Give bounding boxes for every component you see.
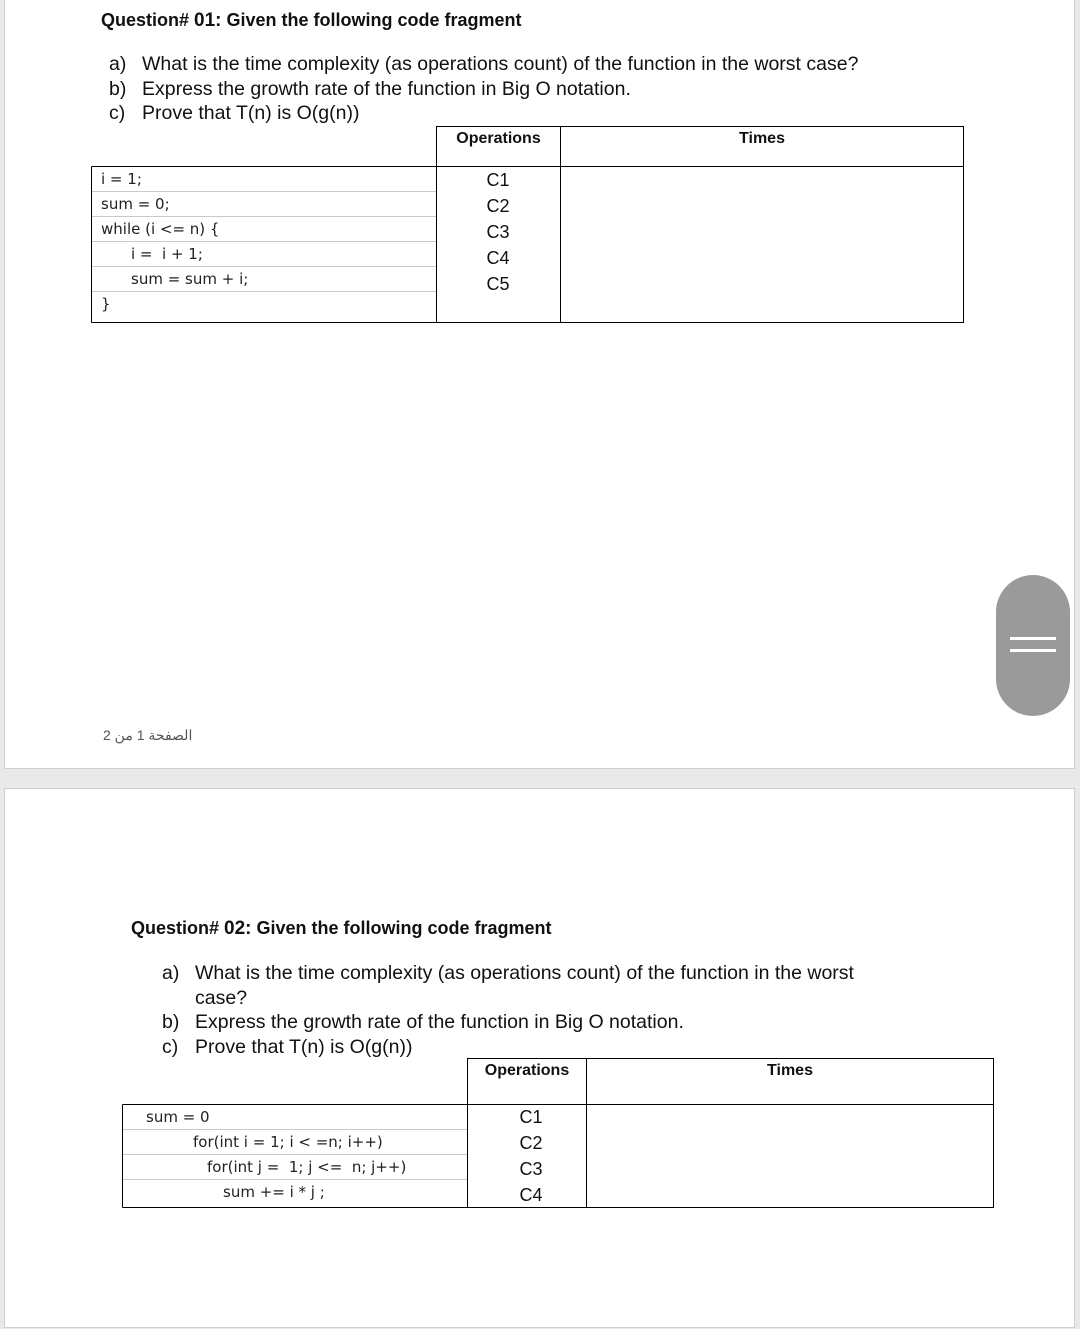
question-2-number: 02:: [224, 918, 252, 939]
code-line: i = i + 1;: [92, 242, 436, 267]
question-2-part-a: a) What is the time complexity (as operations count) of the function in the worst: [162, 962, 854, 984]
question-1-part-c: c) Prove that T(n) is O(g(n)): [109, 102, 360, 124]
question-1-label: Question#: [101, 10, 195, 30]
question-1-operations-header: Operations: [456, 130, 541, 147]
code-line: while (i <= n) {: [92, 217, 436, 242]
document-page-1: [4, 0, 1075, 769]
code-line: sum = 0: [123, 1105, 467, 1130]
question-1-title-text: Given the following code fragment: [221, 10, 522, 30]
operation-cost: C5: [486, 274, 510, 294]
code-line: for(int j = 1; j <= n; j++): [123, 1155, 467, 1180]
question-1-part-b: b) Express the growth rate of the function in Big O notation.: [109, 77, 631, 100]
code-line: for(int i = 1; i < =n; i++): [123, 1130, 467, 1155]
code-line: sum = sum + i;: [92, 267, 436, 292]
code-line: }: [101, 295, 111, 313]
operation-cost: C2: [486, 196, 510, 216]
operation-cost: C1: [519, 1107, 543, 1127]
question-2-operations-header: Operations: [484, 1062, 570, 1079]
question-2-times-header: Times: [767, 1062, 813, 1079]
question-1-table-frame: [5, 0, 1076, 769]
page-number-footer: الصفحة 1 من 2: [103, 727, 193, 743]
question-2-label: Question#: [131, 918, 225, 938]
question-1-part-a: a) What is the time complexity (as operations count) of the function in the worst case?: [109, 53, 859, 75]
question-2-part-b: b) Express the growth rate of the function in Big O notation.: [162, 1011, 684, 1033]
code-line: sum += i * j ;: [223, 1183, 325, 1201]
question-2-code-block: [123, 1105, 467, 1205]
question-1-code-block: [92, 167, 436, 317]
operation-cost: C1: [486, 170, 510, 190]
operation-cost: C2: [519, 1133, 543, 1153]
operation-cost: C3: [486, 222, 510, 242]
question-1-times-header: Times: [739, 130, 785, 147]
question-1-number: 01:: [194, 10, 222, 31]
operation-cost: C4: [519, 1185, 543, 1205]
question-2-table-frame: [5, 789, 1076, 1329]
document-page-2: [4, 788, 1075, 1328]
question-2-part-c: c) Prove that T(n) is O(g(n)): [162, 1035, 413, 1058]
operation-cost: C3: [519, 1159, 543, 1179]
operation-cost: C4: [486, 248, 510, 268]
code-line: i = 1;: [92, 167, 436, 192]
handle-grip-line: [1010, 637, 1056, 640]
question-2-title-text: Given the following code fragment: [251, 918, 552, 938]
handle-grip-line: [1010, 649, 1056, 652]
question-2-part-a-continued: case?: [195, 986, 248, 1009]
code-line: sum = 0;: [92, 192, 436, 217]
pane-drag-handle[interactable]: [996, 575, 1070, 716]
